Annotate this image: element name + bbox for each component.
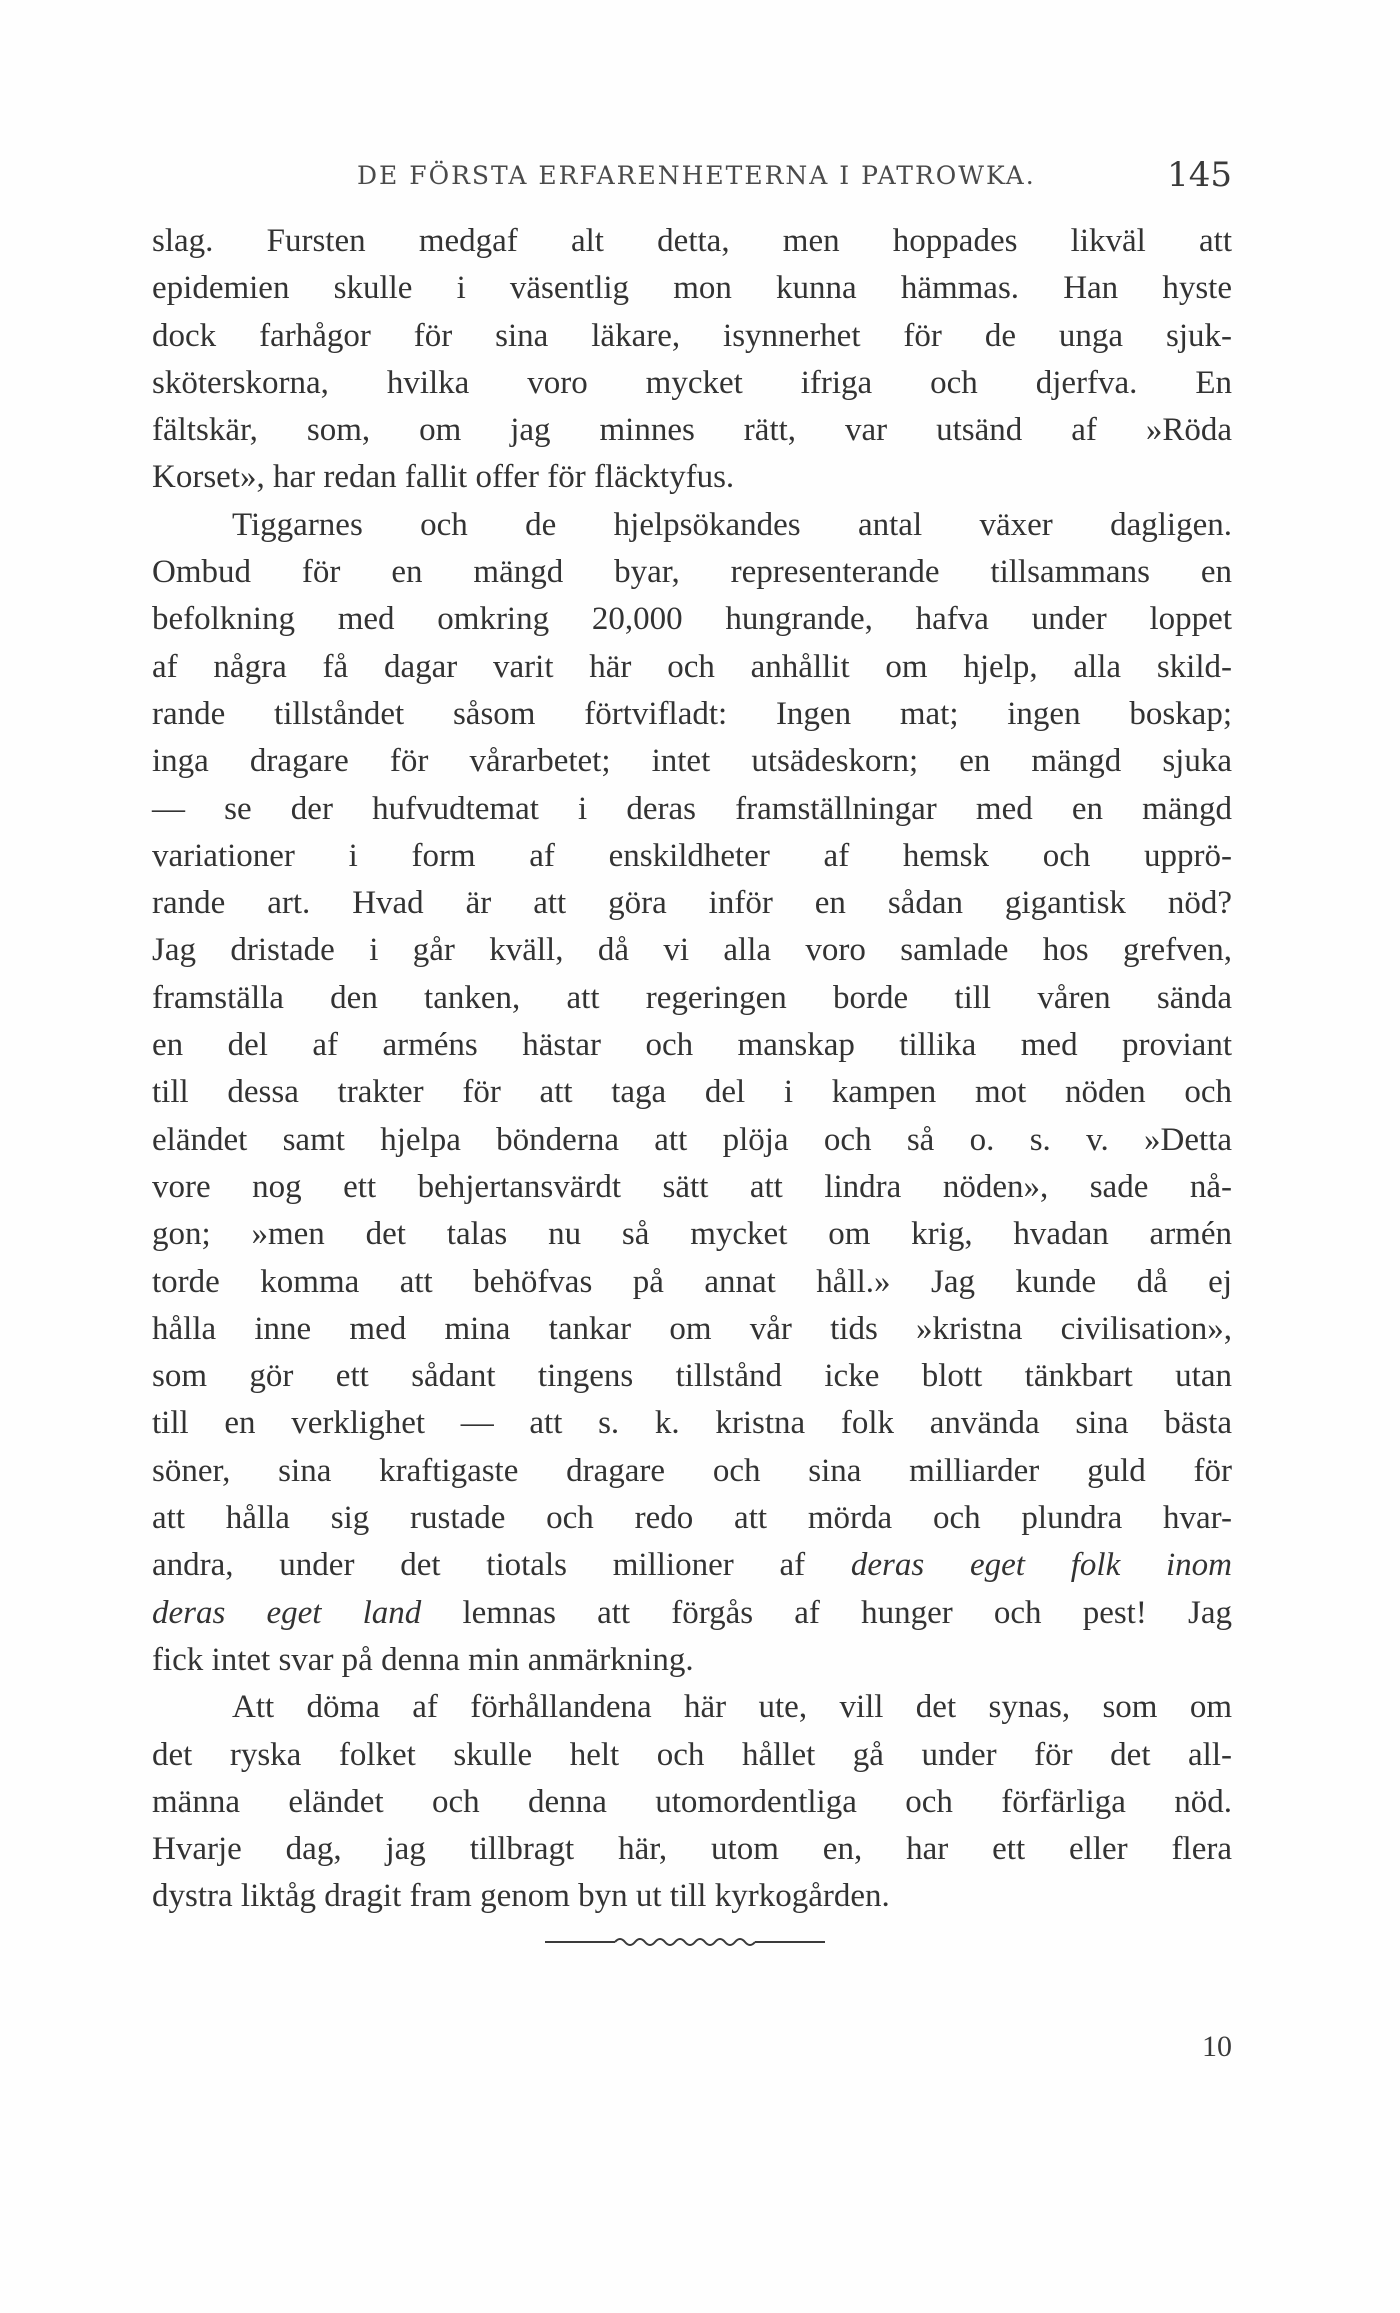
text-line: Tiggarnes och de hjelpsökandes antal växer dagligen. — [232, 506, 1232, 543]
text-line: torde komma att behöfvas på annat håll.» Jag kunde då ej — [152, 1263, 1232, 1300]
text-line: männa eländet och denna utomordentliga och förfärliga nöd. — [152, 1783, 1232, 1820]
text-line: söner, sina kraftigaste dragare och sina milliarder guld för — [152, 1452, 1232, 1489]
italic-span: deras eget land — [152, 1594, 422, 1631]
text-line: slag. Fursten medgaf alt detta, men hoppades likväl att — [152, 223, 1232, 259]
text-line: dystra liktåg dragit fram genom byn ut till kyrkogården. — [152, 1878, 890, 1915]
text-line: eländet samt hjelpa bönderna att plöja och så o. s. v. »Detta — [152, 1121, 1232, 1158]
text-line: en del af arméns hästar och manskap tillika med proviant — [152, 1027, 1232, 1064]
text-line: rande art. Hvad är att göra inför en sådan gigantisk nöd? — [152, 885, 1232, 922]
text-line — [152, 1542, 1232, 1589]
text-span: andra, under det tiotals millioner af — [152, 1547, 851, 1584]
body-text — [152, 218, 1232, 1921]
italic-span: deras eget folk inom — [850, 1547, 1233, 1584]
text-line: framställa den tanken, att regeringen borde till våren sända — [152, 979, 1232, 1016]
text-line: Hvarje dag, jag tillbragt här, utom en, har ett eller flera — [152, 1831, 1232, 1868]
text-line: till dessa trakter för att taga del i kampen mot nöden och — [152, 1074, 1232, 1111]
text-line: variationer i form af enskildheter af hemsk och upprö- — [152, 837, 1232, 874]
text-line: sköterskorna, hvilka voro mycket ifriga och djerfva. En — [152, 364, 1232, 401]
running-header — [152, 155, 1232, 205]
signature-mark: 10 — [1202, 2030, 1232, 2063]
text-line: som gör ett sådant tingens tillstånd icke blott tänkbart utan — [152, 1358, 1232, 1395]
page-number: 145 — [1167, 155, 1232, 195]
text-line: vore nog ett behjertansvärdt sätt att lindra nöden», sade nå- — [152, 1168, 1232, 1205]
text-line: af några få dagar varit här och anhållit om hjelp, alla skild- — [152, 648, 1232, 685]
text-line: — se der hufvudtemat i deras framställningar med en mängd — [152, 790, 1232, 827]
text-line: fältskär, som, om jag minnes rätt, var utsänd af »Röda — [152, 412, 1232, 449]
running-title: DE FÖRSTA ERFARENHETERNA I PATROWKA. — [357, 161, 1036, 190]
text-line — [152, 1590, 1232, 1637]
text-line: inga dragare för vårarbetet; intet utsädeskorn; en mängd sjuka — [152, 743, 1232, 780]
text-line: Att döma af förhållandena här ute, vill det synas, som om — [232, 1689, 1232, 1726]
text-line: dock farhågor för sina läkare, isynnerhet för de unga sjuk- — [152, 317, 1232, 354]
text-line: gon; »men det talas nu så mycket om krig, hvadan armén — [152, 1216, 1232, 1253]
text-line: Ombud för en mängd byar, representerande tillsammans en — [152, 554, 1232, 591]
text-line: det ryska folket skulle helt och hållet gå under för det all- — [152, 1736, 1232, 1773]
text-line: att hålla sig rustade och redo att mörda och plundra hvar- — [152, 1500, 1232, 1537]
text-line: befolkning med omkring 20,000 hungrande, hafva under loppet — [152, 601, 1232, 638]
text-span: lemnas att förgås af hunger och pest! Jag — [421, 1594, 1232, 1631]
text-line: epidemien skulle i väsentlig mon kunna hämmas. Han hyste — [152, 270, 1232, 307]
text-line: Korset», har redan fallit offer för fläcktyfus. — [152, 459, 735, 496]
ornamental-divider — [545, 1932, 825, 1952]
text-line: till en verklighet — att s. k. kristna folk använda sina bästa — [152, 1405, 1232, 1442]
text-line: Jag dristade i går kväll, då vi alla voro samlade hos grefven, — [152, 932, 1232, 969]
divider-squiggle — [615, 1939, 755, 1945]
text-line: hålla inne med mina tankar om vår tids »kristna civilisation», — [152, 1310, 1232, 1347]
text-line: rande tillståndet såsom förtvifladt: Ingen mat; ingen boskap; — [152, 695, 1232, 732]
text-line: fick intet svar på denna min anmärkning. — [152, 1641, 694, 1678]
